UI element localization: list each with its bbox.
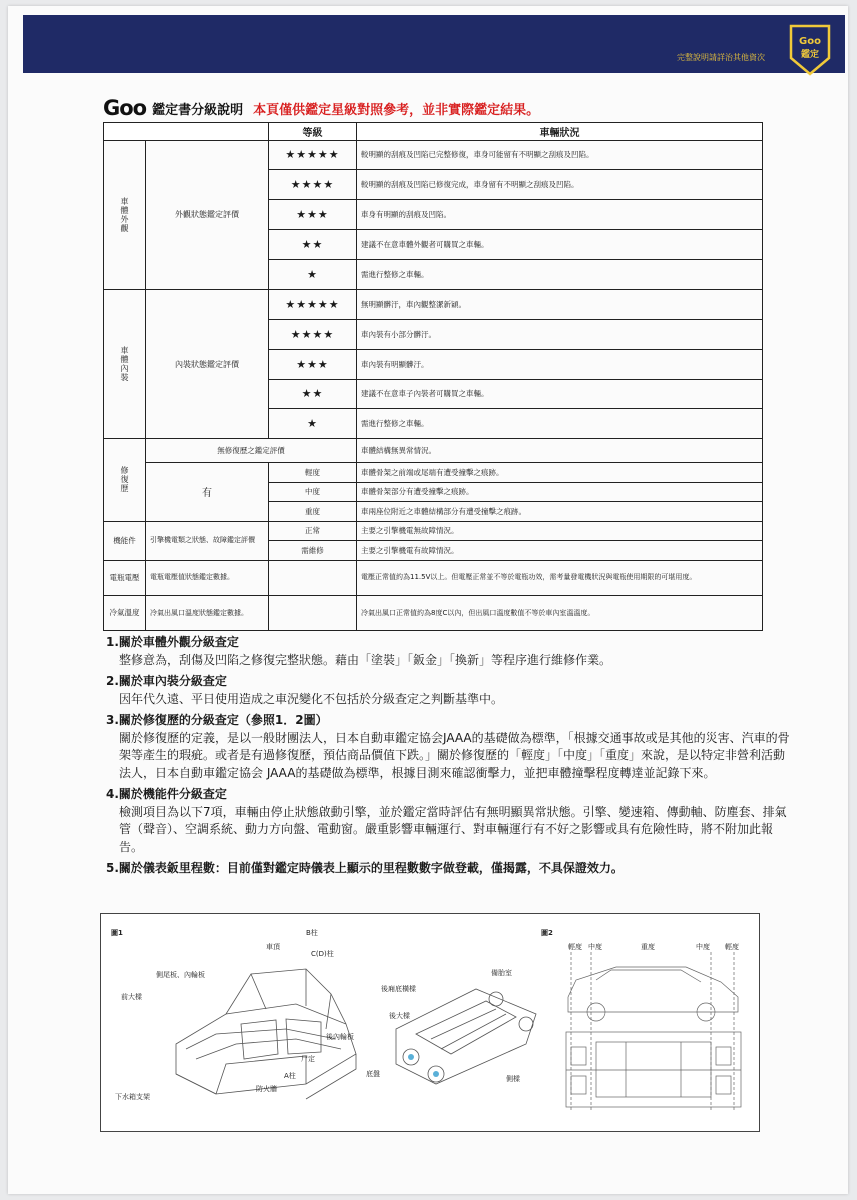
fig-mid-part: 後廂底橫樑 — [381, 985, 416, 993]
fig1-part: 防火牆 — [256, 1085, 277, 1093]
battery-grade-blank — [269, 560, 357, 595]
note-item — [106, 634, 796, 669]
badge-logo: Goo — [799, 36, 821, 47]
car-frame-illustration-1 — [156, 934, 376, 1109]
note-body: 整修意為，刮傷及凹陷之修復完整狀態。藉由「塗裝」「鈑金」「換新」等程序進行維修作業。 — [119, 652, 612, 667]
fig2-label: 圖2 — [541, 929, 553, 937]
fig1-part: A柱 — [284, 1072, 296, 1080]
header-condition: 車輛狀況 — [357, 123, 763, 141]
fig1-part: 下水箱支架 — [115, 1093, 150, 1101]
interior-desc: 車內裝有小部分髒汙。 — [357, 319, 763, 349]
ac-grade-blank — [269, 595, 357, 630]
interior-desc: 需進行整修之車輛。 — [357, 409, 763, 439]
function-level: 需維修 — [269, 541, 357, 561]
repair-desc: 車體骨架之前端或尾端有遭受撞擊之痕跡。 — [357, 462, 763, 482]
interior-desc: 無明顯髒汙，車內觀整潔新穎。 — [357, 289, 763, 319]
fig1-part: 前大樑 — [121, 993, 142, 1001]
note-title: 1.關於車體外觀分級查定 — [106, 635, 239, 649]
ac-desc: 冷氣出風口正常值約為8度C以內，但出風口溫度數值不等於車內室溫溫度。 — [357, 595, 763, 630]
header-grade: 等級 — [269, 123, 357, 141]
badge-text: 鑑定 — [800, 50, 820, 60]
note-body: 因年代久遠、平日使用造成之車況變化不包括於分級查定之判斷基準中。 — [119, 691, 504, 706]
fig-mid-part: 底盤 — [366, 1070, 380, 1078]
banner-text: 完整說明請詳治其他資次 — [677, 53, 765, 62]
function-desc: 主要之引擎機電有故障情況。 — [357, 541, 763, 561]
table-row — [104, 462, 763, 482]
fig2-zone: 輕度 — [568, 943, 582, 951]
function-desc: 主要之引擎機電無故障情況。 — [357, 521, 763, 541]
goo-logo: Goo — [103, 96, 147, 120]
fig2-zone: 重度 — [641, 943, 655, 951]
note-title: 3.關於修復歷的分級查定（參照1．2圖） — [106, 713, 328, 727]
note-title: 2.關於車內裝分級查定 — [106, 674, 227, 688]
page-title: 鑑定書分級說明 — [152, 102, 244, 118]
exterior-stars: ★★ — [269, 230, 357, 260]
note-item — [106, 712, 796, 782]
note-item — [106, 786, 796, 856]
note-title: 5.關於儀表鈑里程數：目前僅對鑑定時儀表上顯示的里程數數字做登載，僅揭露，不具保證效力。 — [106, 861, 623, 875]
function-label: 引擎機電類之狀態、故障鑑定評價 — [146, 521, 269, 560]
note-item — [106, 673, 796, 708]
category-ac: 冷氣溫度 — [104, 595, 146, 630]
battery-label: 電瓶電壓值狀態鑑定數據。 — [146, 560, 269, 595]
grading-table — [103, 122, 763, 631]
top-banner — [23, 15, 845, 73]
fig1-part: 車頂 — [266, 943, 280, 951]
page-heading — [103, 97, 539, 119]
interior-desc: 車內裝有明顯髒汙。 — [357, 349, 763, 379]
table-row — [104, 439, 763, 463]
interior-desc: 建議不在意車子內裝者可購買之車輛。 — [357, 379, 763, 409]
interior-stars: ★★★ — [269, 349, 357, 379]
repair-desc: 車體骨架部分有遭受撞擊之痕跡。 — [357, 482, 763, 502]
notes-section — [106, 634, 796, 882]
fig2-zone: 中度 — [696, 943, 710, 951]
table-row — [104, 140, 763, 170]
fig-mid-part: 備胎室 — [491, 969, 512, 977]
interior-stars: ★ — [269, 409, 357, 439]
repair-desc: 車兩座位附近之車體結構部分有遭受撞擊之痕跡。 — [357, 502, 763, 522]
header-blank — [104, 123, 269, 141]
figure-panel — [100, 913, 760, 1132]
function-level: 正常 — [269, 521, 357, 541]
fig1-part: 側尾板、內輪板 — [156, 971, 205, 979]
note-body: 檢測項目為以下7項，車輛由停止狀態啟動引擎，並於鑑定當時評估有無明顯異常狀態。引擎、變速箱、傳動軸、防塵套、排氣管（聲音）、空調系統、動力方向盤、電動窗。嚴重影響車輛運行、對車輛運行有不好之影響或具有危險性時，將不附加此報告。 — [119, 804, 787, 854]
fig2-zone: 輕度 — [725, 943, 739, 951]
note-body: 關於修復歷的定義，是以一般財團法人，日本自動車鑑定協会JAAA的基礎做為標準，「根據交通事故或是其他的災害、汽車的骨架等產生的瑕疵。或者是有過修復歷，預估商品價值下跌。」關於修復歷的「輕度」「中度」「重度」來說，是以特定非營利活動法人，日本自動車鑑定協会 JAAA的基礎做為標準，根據目測來確認衝擊力，並把車體撞擊程度轉達並記錄下來。 — [119, 730, 790, 780]
interior-stars: ★★★★ — [269, 319, 357, 349]
exterior-label: 外觀狀態鑑定評價 — [146, 140, 269, 289]
fig-mid-part: 側樑 — [506, 1075, 520, 1083]
exterior-stars: ★★★ — [269, 200, 357, 230]
interior-stars: ★★★★★ — [269, 289, 357, 319]
category-repair: 修復歷 — [104, 439, 146, 521]
exterior-desc: 較明顯的刮痕及凹陷已完整修復，車身可能留有不明顯之刮痕及凹陷。 — [357, 140, 763, 170]
category-interior: 車體內裝 — [104, 289, 146, 438]
battery-desc: 電壓正常值約為11.5V以上。但電壓正常並不等於電瓶功效，需考量發電機狀況與電瓶使用期限的可堪用度。 — [357, 560, 763, 595]
table-row — [104, 560, 763, 595]
exterior-desc: 需進行整修之車輛。 — [357, 260, 763, 290]
fig-mid-part: 後大樑 — [389, 1012, 410, 1020]
category-exterior: 車體外觀 — [104, 140, 146, 289]
fig1-part: B柱 — [306, 929, 318, 937]
repair-level: 重度 — [269, 502, 357, 522]
table-row — [104, 595, 763, 630]
fig2-zone: 中度 — [588, 943, 602, 951]
fig1-part: 尸定 — [301, 1055, 315, 1063]
exterior-stars: ★★★★★ — [269, 140, 357, 170]
damage-zone-diagram — [556, 952, 751, 1117]
interior-stars: ★★ — [269, 379, 357, 409]
note-title: 4.關於機能件分級查定 — [106, 787, 227, 801]
fig1-label: 圖1 — [111, 929, 123, 937]
exterior-desc: 較明顯的刮痕及凹陷已修復完成，車身留有不明顯之刮痕及凹陷。 — [357, 170, 763, 200]
table-header-row — [104, 123, 763, 141]
category-battery: 電瓶電壓 — [104, 560, 146, 595]
repair-level: 中度 — [269, 482, 357, 502]
repair-none-desc: 車體結構無異常情況。 — [357, 439, 763, 463]
goo-badge-icon — [787, 22, 833, 78]
table-row — [104, 521, 763, 541]
exterior-desc: 建議不在意車體外觀者可購買之車輛。 — [357, 230, 763, 260]
page-disclaimer: 本頁僅供鑑定星級對照參考，並非實際鑑定結果。 — [253, 102, 540, 118]
fig1-part: 後內輪板 — [326, 1033, 354, 1041]
fig1-part: C(D)柱 — [311, 950, 334, 958]
exterior-desc: 車身有明顯的刮痕及凹陷。 — [357, 200, 763, 230]
exterior-stars: ★★★★ — [269, 170, 357, 200]
interior-label: 內裝狀態鑑定評價 — [146, 289, 269, 438]
category-function: 機能件 — [104, 521, 146, 560]
repair-level: 輕度 — [269, 462, 357, 482]
repair-has-label: 有 — [146, 462, 269, 521]
table-row — [104, 289, 763, 319]
note-item — [106, 860, 796, 878]
repair-none-label: 無修復歷之鑑定評價 — [146, 439, 357, 463]
ac-label: 冷氣出風口溫度狀態鑑定數據。 — [146, 595, 269, 630]
exterior-stars: ★ — [269, 260, 357, 290]
